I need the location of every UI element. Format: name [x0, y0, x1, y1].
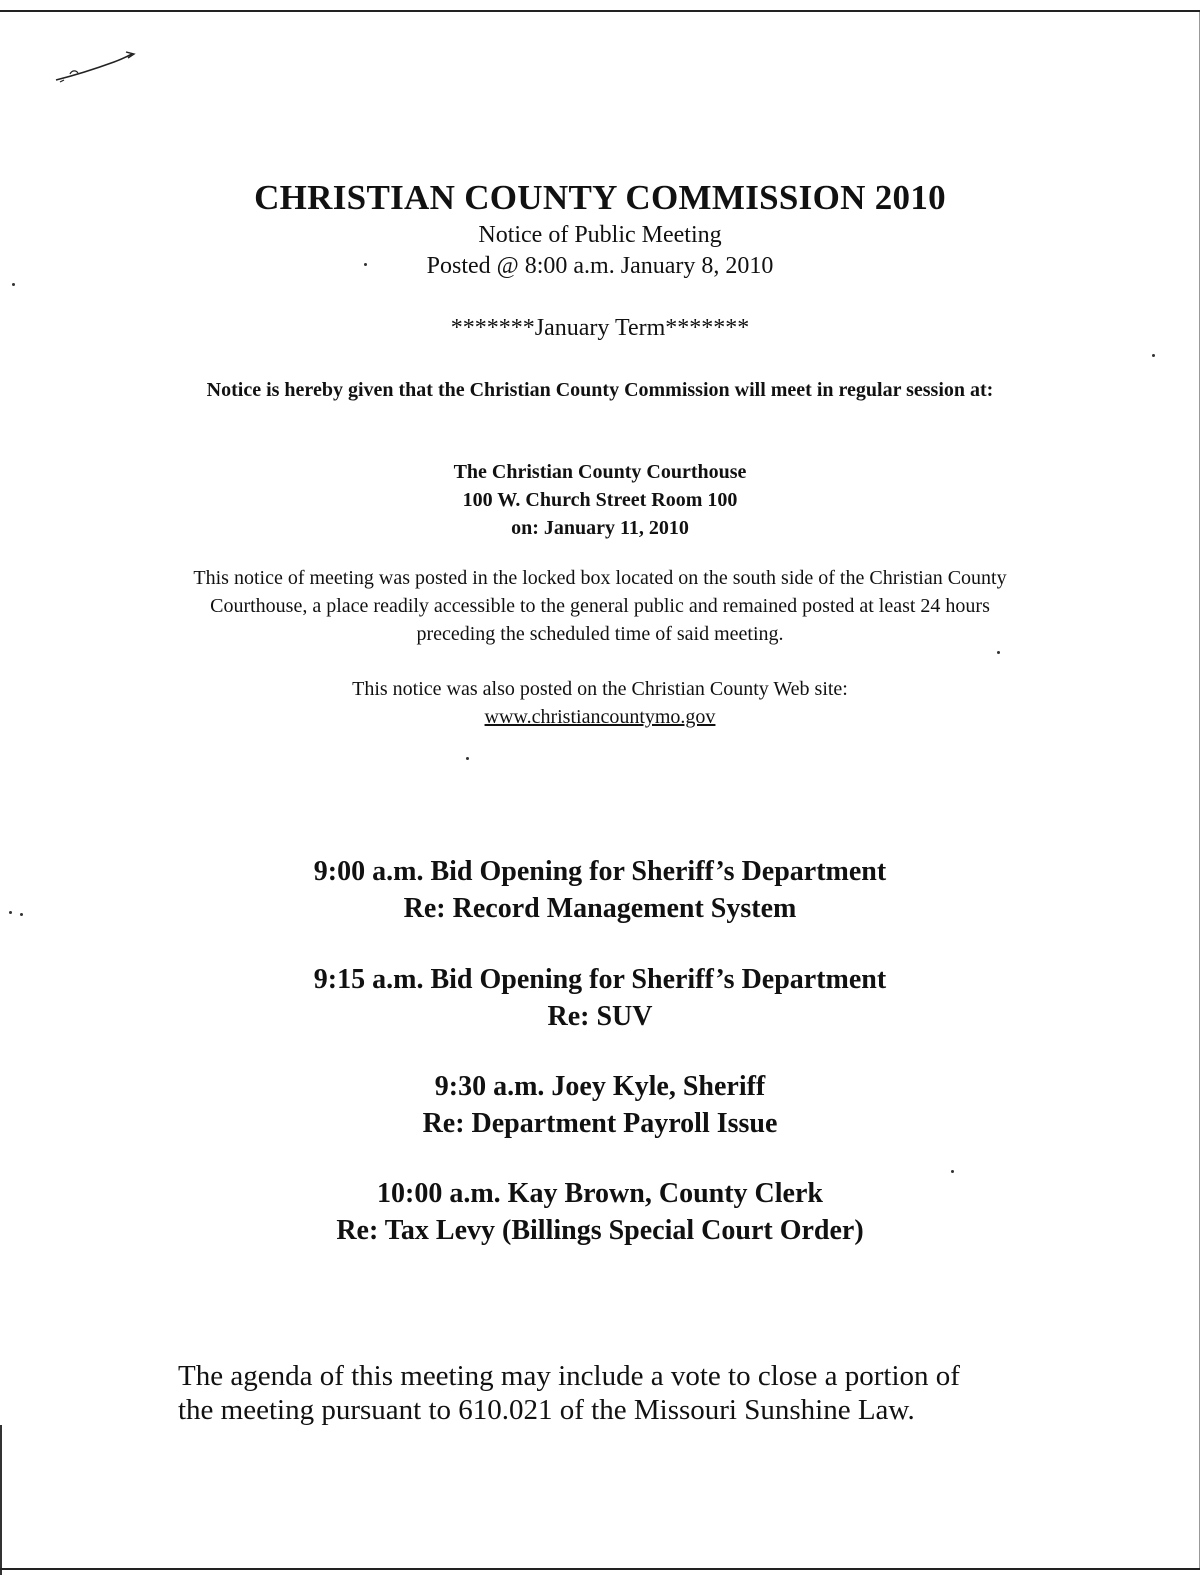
meeting-location [0, 458, 1200, 542]
agenda-item-title: 10:00 a.m. Kay Brown, County Clerk [377, 1178, 823, 1209]
document-title: CHRISTIAN COUNTY COMMISSION 2010 [254, 178, 946, 217]
bottom-border-line [0, 1568, 1200, 1570]
web-notice-text: This notice was also posted on the Christian County Web site: [352, 678, 848, 700]
website-link[interactable]: www.christiancountymo.gov [484, 706, 716, 728]
scan-speck [466, 757, 469, 760]
top-border-line [0, 10, 1200, 12]
agenda-item-subject: Re: SUV [547, 1001, 653, 1032]
agenda-item [0, 1068, 1200, 1142]
closing-line-2: the meeting pursuant to 610.021 of the Missouri Sunshine Law. [178, 1394, 915, 1426]
term-heading: *******January Term******* [450, 315, 750, 341]
agenda-item [0, 1175, 1200, 1249]
document-subtitle: Notice of Public Meeting [478, 222, 722, 248]
agenda-item-title: 9:00 a.m. Bid Opening for Sheriff’s Department [313, 856, 887, 887]
meeting-notice: Notice is hereby given that the Christian County Commission will meet in regular session at: [206, 379, 994, 401]
agenda-item-subject: Re: Department Payroll Issue [422, 1108, 778, 1139]
location-date: on: January 11, 2010 [511, 517, 689, 539]
closing-statement [178, 1359, 1058, 1427]
scan-speck [951, 1170, 954, 1173]
agenda-item-title: 9:30 a.m. Joey Kyle, Sheriff [434, 1071, 766, 1102]
agenda-item [0, 961, 1200, 1035]
posting-statement: This notice of meeting was posted in the locked box located on the south side of the Christian County Courthouse, a place readily accessible to the general public and remained posted at least 24 hours preceding the scheduled time of said meeting. [193, 567, 1007, 645]
location-place: The Christian County Courthouse [453, 461, 747, 483]
scan-speck [12, 283, 15, 286]
scan-speck [1152, 354, 1155, 357]
left-page-edge [0, 1425, 2, 1575]
agenda-item-subject: Re: Record Management System [403, 893, 797, 924]
web-notice [0, 675, 1200, 731]
location-address: 100 W. Church Street Room 100 [462, 489, 738, 511]
agenda-item-title: 9:15 a.m. Bid Opening for Sheriff’s Department [313, 964, 887, 995]
pen-mark-icon [52, 46, 142, 86]
posted-timestamp: Posted @ 8:00 a.m. January 8, 2010 [426, 253, 774, 279]
agenda-item [0, 853, 1200, 927]
agenda-item-subject: Re: Tax Levy (Billings Special Court Order) [336, 1215, 864, 1246]
closing-line-1: The agenda of this meeting may include a vote to close a portion of [178, 1360, 960, 1392]
scan-speck [997, 651, 1000, 654]
